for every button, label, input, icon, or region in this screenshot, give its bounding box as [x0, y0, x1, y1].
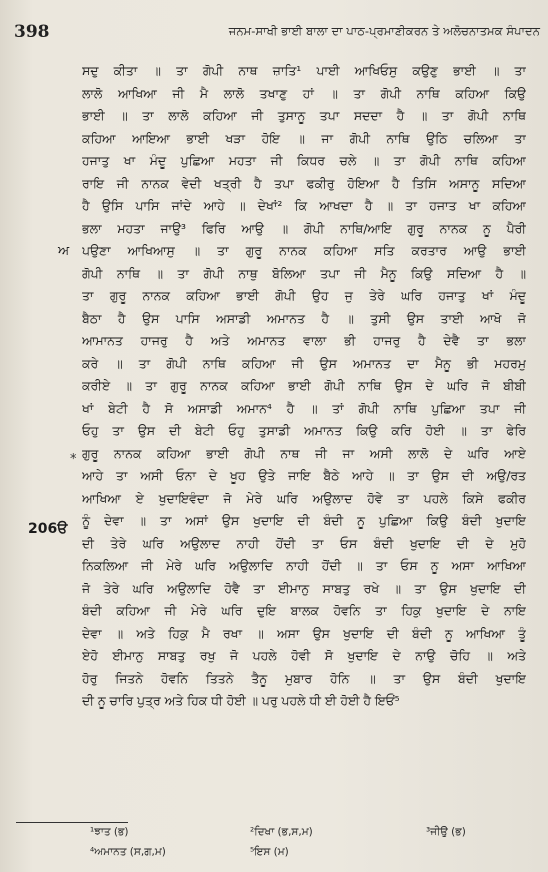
text-line: ਬੈਠਾ ਹੈ ਉਸ ਪਾਸਿ ਅਸਾਡੀ ਅਮਾਨਤ ਹੈ ॥ ਤੁਸੀ ਉਸ ਤਾਈ ਆਖੋ ਜੋ: [82, 310, 526, 326]
text-line: ਜੋ ਤੇਰੇ ਘਰਿ ਅਉਲਾਦਿ ਹੋਵੈ ਤਾ ਈਮਾਨੁ ਸਾਬਤੁ ਰਖੇ ॥ ਤਾ ਉਸ ਖੁਦਾਇ ਦੀ: [82, 580, 526, 596]
footnote-2: ²ਦਿਖਾ (ਭ,ਸ,ਮ): [250, 826, 313, 838]
text-line: ਦੇਵਾ ॥ ਅਤੇ ਹਿਕੁ ਮੈ ਰਖਾ ॥ ਅਸਾ ਉਸ ਖੁਦਾਇ ਦੀ ਬੰਦੀ ਨੂ ਆਖਿਆ ਤੂੰ: [82, 625, 526, 641]
text-line: ਏਹੋ ਈਮਾਨੁ ਸਾਬਤੁ ਰਖੁ ਜੋ ਪਹਲੇ ਹੋਵੀ ਸੋ ਖੁਦਾਇ ਦੇ ਨਾਉ ਚੋਹਿ ॥ ਅਤੇ: [82, 648, 526, 663]
body-text: [82, 60, 526, 713]
footnotes: [90, 826, 510, 870]
text-line: ਹਜਾਤੁ ਖਾ ਮੰਦੂ ਪੁਛਿਆ ਮਹਤਾ ਜੀ ਕਿਧਰ ਚਲੇ ॥ ਤਾ ਗੋਪੀ ਨਾਥਿ ਕਹਿਆ: [82, 153, 526, 168]
text-line: ਪਉਣਾ ਆਖਿਆਸੁ ॥ ਤਾ ਗੁਰੂ ਨਾਨਕ ਕਹਿਆ ਸਤਿ ਕਰਤਾਰ ਆਉ ਭਾਈ: [82, 243, 526, 258]
text-line: ਸਦੁ ਕੀਤਾ ॥ ਤਾ ਗੋਪੀ ਨਾਥ ਜ਼ਾਤਿ¹ ਪਾਈ ਆਖਿਓਸੁ ਕਉਣੁ ਭਾਈ ॥ ਤਾ: [82, 63, 526, 78]
text-line: ਬੰਦੀ ਕਹਿਆ ਜੀ ਮੇਰੇ ਘਰਿ ਦੁਇ ਬਾਲਕ ਹੋਵਨਿ ਤਾ ਹਿਕੁ ਖੁਦਾਇ ਦੇ ਨਾਇ: [82, 603, 526, 618]
margin-star-mark: *: [70, 452, 77, 467]
text-line: ਕਰੀਏ ॥ ਤਾ ਗੁਰੂ ਨਾਨਕ ਕਹਿਆ ਭਾਈ ਗੋਪੀ ਨਾਥਿ ਉਸ ਦੇ ਘਰਿ ਜੋ ਬੀਬੀ: [82, 378, 526, 393]
text-line: ਹੈ ਉਸਿ ਪਾਸਿ ਜਾਂਦੇ ਆਹੇ ॥ ਦੇਖਾਂ² ਕਿ ਆਖਦਾ ਹੈ ॥ ਤਾ ਹਜਾਤ ਖਾ ਕਹਿਆ: [82, 198, 526, 213]
text-line: ਭਲਾ ਮਹਤਾ ਜਾਉ³ ਫਿਰਿ ਆਉ ॥ ਗੋਪੀ ਨਾਥਿ/ਆਇ ਗੁਰੂ ਨਾਨਕ ਨੂ ਪੈਰੀ: [82, 220, 526, 236]
margin-note-a: ਅ: [58, 244, 70, 259]
text-line: ਲਾਲੋ ਆਖਿਆ ਜੀ ਮੈ ਲਾਲੋ ਤਖਾਣੁ ਹਾਂ ॥ ਤਾ ਗੋਪੀ ਨਾਥਿ ਕਹਿਆ ਕਿਉ: [82, 85, 526, 101]
text-line: ਆਮਾਨਤ ਹਾਜਰੁ ਹੈ ਅਤੇ ਅਮਾਨਤ ਵਾਲਾ ਭੀ ਹਾਜਰੁ ਹੈ ਦੇਵੈ ਤਾ ਭਲਾ: [82, 333, 526, 348]
footnote-4: ⁴ਅਮਾਨਤ (ਸ,ਗ,ਮ): [90, 846, 166, 858]
text-line: ਕਰੇ ॥ ਤਾ ਗੋਪੀ ਨਾਥਿ ਕਹਿਆ ਜੀ ਉਸ ਅਮਾਨਤ ਦਾ ਮੈਨੂ ਭੀ ਮਹਰਮੁ: [82, 355, 526, 371]
margin-folio-reference: 206ੳ: [28, 521, 68, 537]
running-title: ਜਨਮ-ਸਾਖੀ ਭਾਈ ਬਾਲਾ ਦਾ ਪਾਠ-ਪ੍ਰਮਾਣੀਕਰਨ ਤੇ ਅਲੋਚਨਾਤਮਕ ਸੰਪਾਦਨ: [228, 24, 540, 38]
footnote-rule: [16, 822, 128, 823]
text-line: ਆਹੇ ਤਾ ਅਸੀ ਓਨਾ ਦੇ ਖੂਹ ਉਤੇ ਜਾਇ ਬੈਠੇ ਆਹੇ ॥ ਤਾ ਉਸ ਦੀ ਅਉ/ਰਤ: [82, 468, 526, 483]
text-line: ਤਾ ਗੁਰੂ ਨਾਨਕ ਕਹਿਆ ਭਾਈ ਗੋਪੀ ਉਹ ਜੁ ਤੇਰੇ ਘਰਿ ਹਜਾਤੁ ਖਾਂ ਮੰਦੂ: [82, 288, 526, 303]
text-line: ਨਿਕਲਿਆ ਜੀ ਮੇਰੇ ਘਰਿ ਅਉਲਾਦਿ ਨਾਹੀ ਹੋਂਦੀ ॥ ਤਾ ਓਸ ਨੂ ਅਸਾ ਆਖਿਆ: [82, 558, 526, 573]
text-line: ਗੋਪੀ ਨਾਥਿ ॥ ਤਾ ਗੋਪੀ ਨਾਥੁ ਬੋਲਿਆ ਤਪਾ ਜੀ ਮੈਨੂ ਕਿਉ ਸਦਿਆ ਹੈ ॥: [82, 265, 526, 281]
footnote-3: ³ਜੀਉ (ਭ): [426, 826, 466, 838]
text-line: ਰਾਇ ਜੀ ਨਾਨਕ ਵੇਦੀ ਖਤ੍ਰੀ ਹੈ ਤਪਾ ਫਕੀਰੁ ਹੋਇਆ ਹੈ ਤਿਸਿ ਅਸਾਨੂ ਸਦਿਆ: [82, 175, 526, 191]
text-line: ਕਹਿਆ ਆਇਆ ਭਾਈ ਖੜਾ ਹੋਇ ॥ ਜਾ ਗੋਪੀ ਨਾਥਿ ਉਠਿ ਚਲਿਆ ਤਾ: [82, 130, 526, 146]
text-line: ਆਖਿਆ ਏ ਖੁਦਾਇਵੰਦਾ ਜੋ ਮੇਰੇ ਘਰਿ ਅਉਲਾਦ ਹੋਵੇ ਤਾ ਪਹਲੇ ਕਿਸੇ ਫਕੀਰ: [82, 490, 526, 506]
text-line: ਹੋਰੁ ਜਿਤਨੇ ਹੋਵਨਿ ਤਿਤਨੇ ਤੈਨੂ ਮੁਬਾਰ ਹੋਨਿ ॥ ਤਾ ਉਸ ਬੰਦੀ ਖੁਦਾਇ: [82, 670, 526, 686]
text-line: ਗੁਰੂ ਨਾਨਕ ਕਹਿਆ ਭਾਈ ਗੋਪੀ ਨਾਥ ਜੀ ਜਾ ਅਸੀ ਲਾਲੋ ਦੇ ਘਰਿ ਆਏ: [82, 445, 526, 461]
footnote-1: ¹ਝਾਤ (ਭ): [90, 826, 129, 838]
text-line: ਓਹੁ ਤਾ ਉਸ ਦੀ ਬੇਟੀ ਓਹੁ ਤੁਸਾਡੀ ਅਮਾਨਤ ਕਿਉ ਕਰਿ ਹੋਈ ॥ ਤਾ ਫੇਰਿ: [82, 423, 526, 438]
footnote-5: ⁵ਇਸ (ਮ): [250, 846, 289, 858]
text-line: ਨੂੰ ਦੇਵਾ ॥ ਤਾ ਅਸਾਂ ਉਸ ਖੁਦਾਇ ਦੀ ਬੰਦੀ ਨੂ ਪੁਛਿਆ ਕਿਉ ਬੰਦੀ ਖੁਦਾਇ: [82, 513, 526, 528]
text-line: ਦੀ ਤੇਰੇ ਘਰਿ ਅਉਲਾਦ ਨਾਹੀ ਹੋਂਦੀ ਤਾ ਓਸ ਬੰਦੀ ਖੁਦਾਇ ਦੀ ਦੇ ਮੁਹੋ: [82, 535, 526, 551]
text-line: ਦੀ ਨੂ ਚਾਰਿ ਪੁਤ੍ਰ ਅਤੇ ਹਿਕ ਧੀ ਹੋਈ ॥ ਪਰੁ ਪਹਲੇ ਧੀ ਈ ਹੋਈ ਹੈ ਇਓਂ⁵: [82, 693, 400, 708]
page-number: 398: [14, 22, 50, 42]
text-line: ਖਾਂ ਬੇਟੀ ਹੈ ਸੋ ਅਸਾਡੀ ਅਮਾਨ⁴ ਹੈ ॥ ਤਾਂ ਗੋਪੀ ਨਾਥਿ ਪੁਛਿਆ ਤਪਾ ਜੀ: [82, 400, 526, 416]
text-line: ਭਾਈ ॥ ਤਾ ਲਾਲੋ ਕਹਿਆ ਜੀ ਤੁਸਾਨੂ ਤਪਾ ਸਦਦਾ ਹੈ ॥ ਤਾ ਗੋਪੀ ਨਾਥਿ: [82, 108, 526, 123]
page-header: [14, 22, 544, 46]
